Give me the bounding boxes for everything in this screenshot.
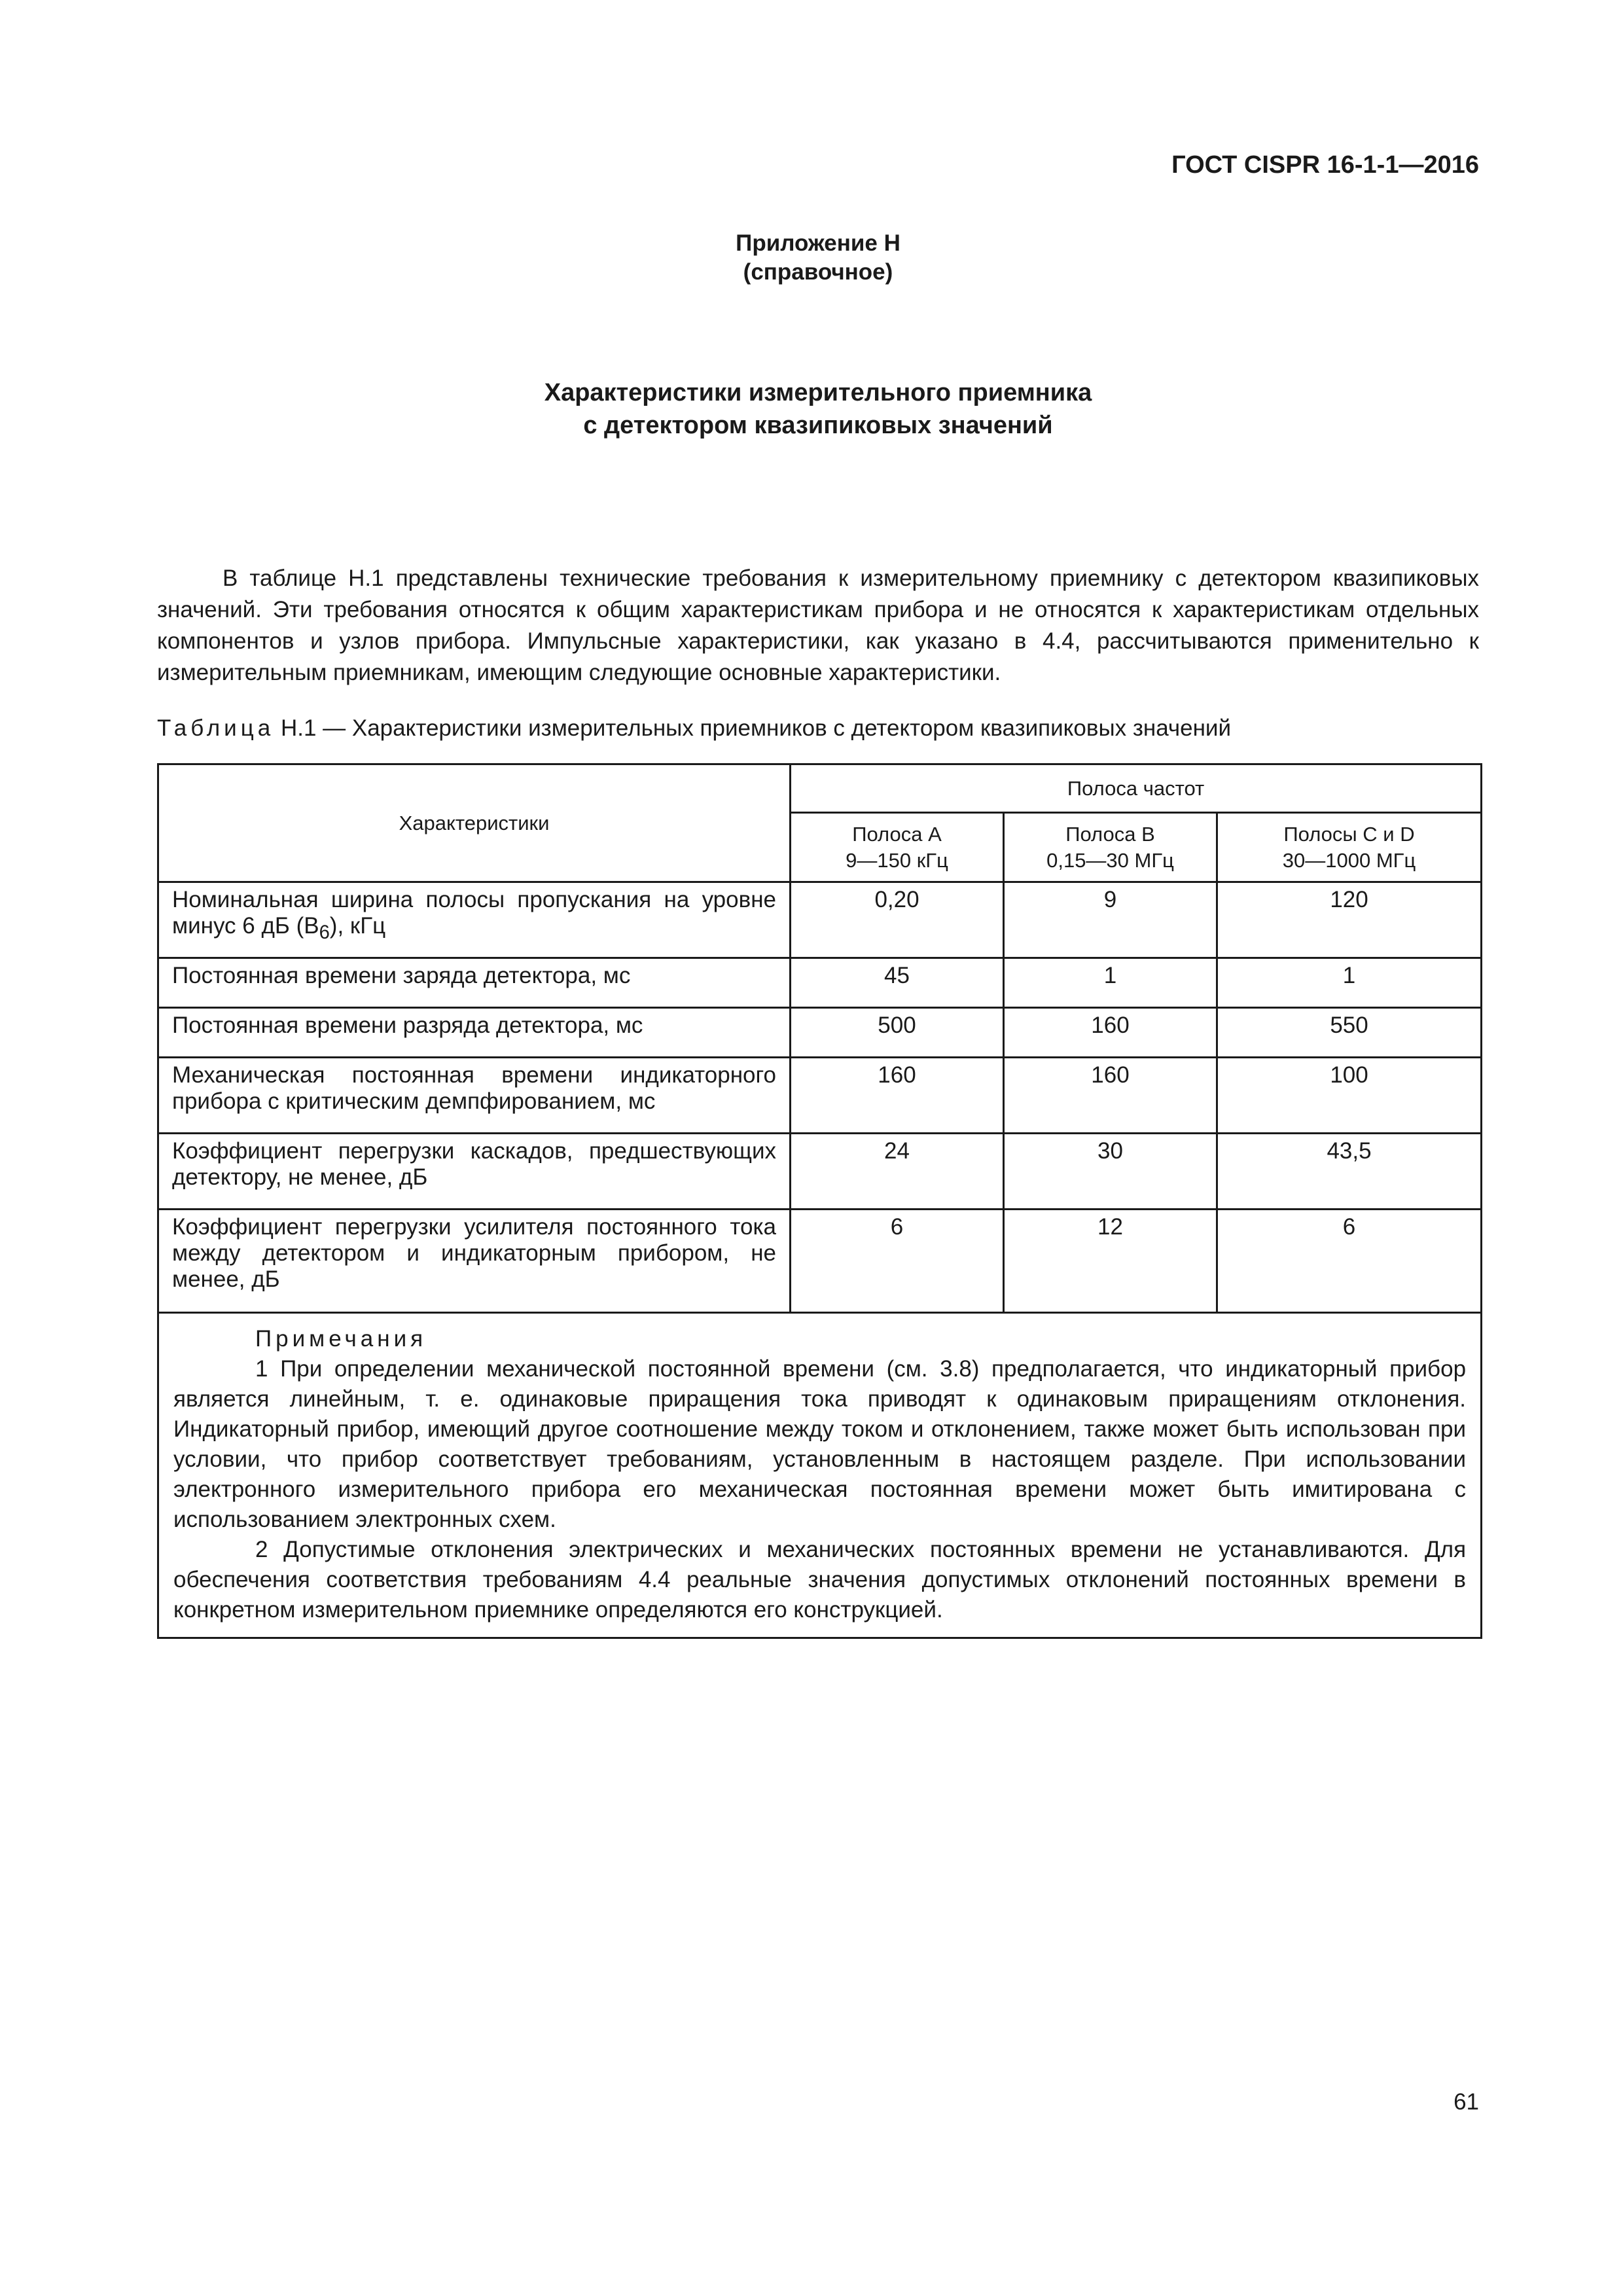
value-band-a: 160 [791,1058,1004,1134]
value-band-cd: 1 [1217,958,1482,1008]
table-row [158,882,1482,958]
row-label: Механическая постоянная времени индикаторного прибора с критическим демпфированием, мс [158,1058,791,1134]
value-band-b: 12 [1004,1210,1217,1313]
appendix-type: (справочное) [743,259,893,285]
document-title [157,376,1479,442]
value-band-cd: 6 [1217,1210,1482,1313]
table-row [158,1210,1482,1313]
table-caption-prefix: Таблица [157,715,275,741]
table-notes-row [158,1313,1482,1638]
row-label: Постоянная времени заряда детектора, мс [158,958,791,1008]
table-notes [158,1313,1482,1638]
table-row [158,958,1482,1008]
column-header-band-cd [1217,813,1482,882]
value-band-b: 30 [1004,1134,1217,1210]
band-a-name: Полоса А [852,822,942,846]
intro-text: В таблице Н.1 представлены технические требования к измерительному приемнику с детектором квазипиковых значений. Эти требования относятся к общим характеристикам прибора и не относятся к характеристикам отдельных компонентов и узлов прибора. Импульсные характеристики, как указано в 4.4, рассчитываются применительно к измерительным приемникам, имеющим следующие основные характеристики. [157,565,1479,685]
value-band-cd: 100 [1217,1058,1482,1134]
value-band-b: 160 [1004,1008,1217,1058]
column-header-frequency-band: Полоса частот [791,764,1482,813]
table-row [158,1058,1482,1134]
value-band-a: 500 [791,1008,1004,1058]
band-cd-name: Полосы С и D [1283,822,1415,846]
band-cd-range: 30—1000 МГц [1282,848,1416,872]
table-row [158,1008,1482,1058]
band-a-range: 9—150 кГц [846,848,948,872]
row-label: Коэффициент перегрузки каскадов, предшествующих детектору, не менее, дБ [158,1134,791,1210]
note-1: 1 При определении механической постоянной времени (см. 3.8) предполагается, что индикаторный прибор является линейным, т. е. одинаковые приращения тока приводят к одинаковым приращениям отклонения. Индикаторный прибор, имеющий другое соотношение между током и отклонением, также может быть использован при условии, что прибор соответствует требованиям, установленным в настоящем разделе. При использовании электронного измерительного прибора его механическая постоянная времени может быть имитирована с использованием электронных схем. [173,1356,1467,1532]
value-band-b: 1 [1004,958,1217,1008]
title-line-2: с детектором квазипиковых значений [583,412,1053,439]
value-band-a: 6 [791,1210,1004,1313]
column-header-characteristics: Характеристики [158,764,791,882]
note-2: 2 Допустимые отклонения электрических и механических постоянных времени не устанавливаются. Для обеспечения соответствия требованиям 4.4 реальные значения допустимых отклонений постоянных времени в конкретном измерительном приемнике определяются его конструкцией. [173,1537,1467,1623]
value-band-b: 9 [1004,882,1217,958]
value-band-a: 0,20 [791,882,1004,958]
intro-paragraph [157,563,1479,689]
appendix-heading [157,229,1479,287]
title-line-1: Характеристики измерительного приемника [544,379,1092,406]
band-b-range: 0,15—30 МГц [1046,848,1174,872]
value-band-cd: 43,5 [1217,1134,1482,1210]
value-band-cd: 550 [1217,1008,1482,1058]
row-label-suffix: ), кГц [329,913,386,939]
row-label [158,882,791,958]
notes-title: Примечания [255,1326,427,1352]
page-number: 61 [1454,2089,1479,2115]
band-b-name: Полоса В [1065,822,1155,846]
column-header-band-a [791,813,1004,882]
characteristics-table [157,763,1482,1639]
appendix-label: Приложение Н [736,230,901,256]
value-band-a: 45 [791,958,1004,1008]
row-label-subscript: 6 [319,922,330,943]
table-caption [157,713,1479,744]
standard-number: ГОСТ CISPR 16-1-1—2016 [1171,151,1479,179]
row-label: Коэффициент перегрузки усилителя постоянного тока между детектором и индикаторным прибором, не менее, дБ [158,1210,791,1313]
row-label-text: Номинальная ширина полосы пропускания на уровне минус 6 дБ (B [172,887,776,939]
value-band-cd: 120 [1217,882,1482,958]
value-band-b: 160 [1004,1058,1217,1134]
column-header-band-b [1004,813,1217,882]
table-caption-text: Н.1 — Характеристики измерительных приемников с детектором квазипиковых значений [274,715,1232,741]
table-row [158,1134,1482,1210]
row-label: Постоянная времени разряда детектора, мс [158,1008,791,1058]
value-band-a: 24 [791,1134,1004,1210]
